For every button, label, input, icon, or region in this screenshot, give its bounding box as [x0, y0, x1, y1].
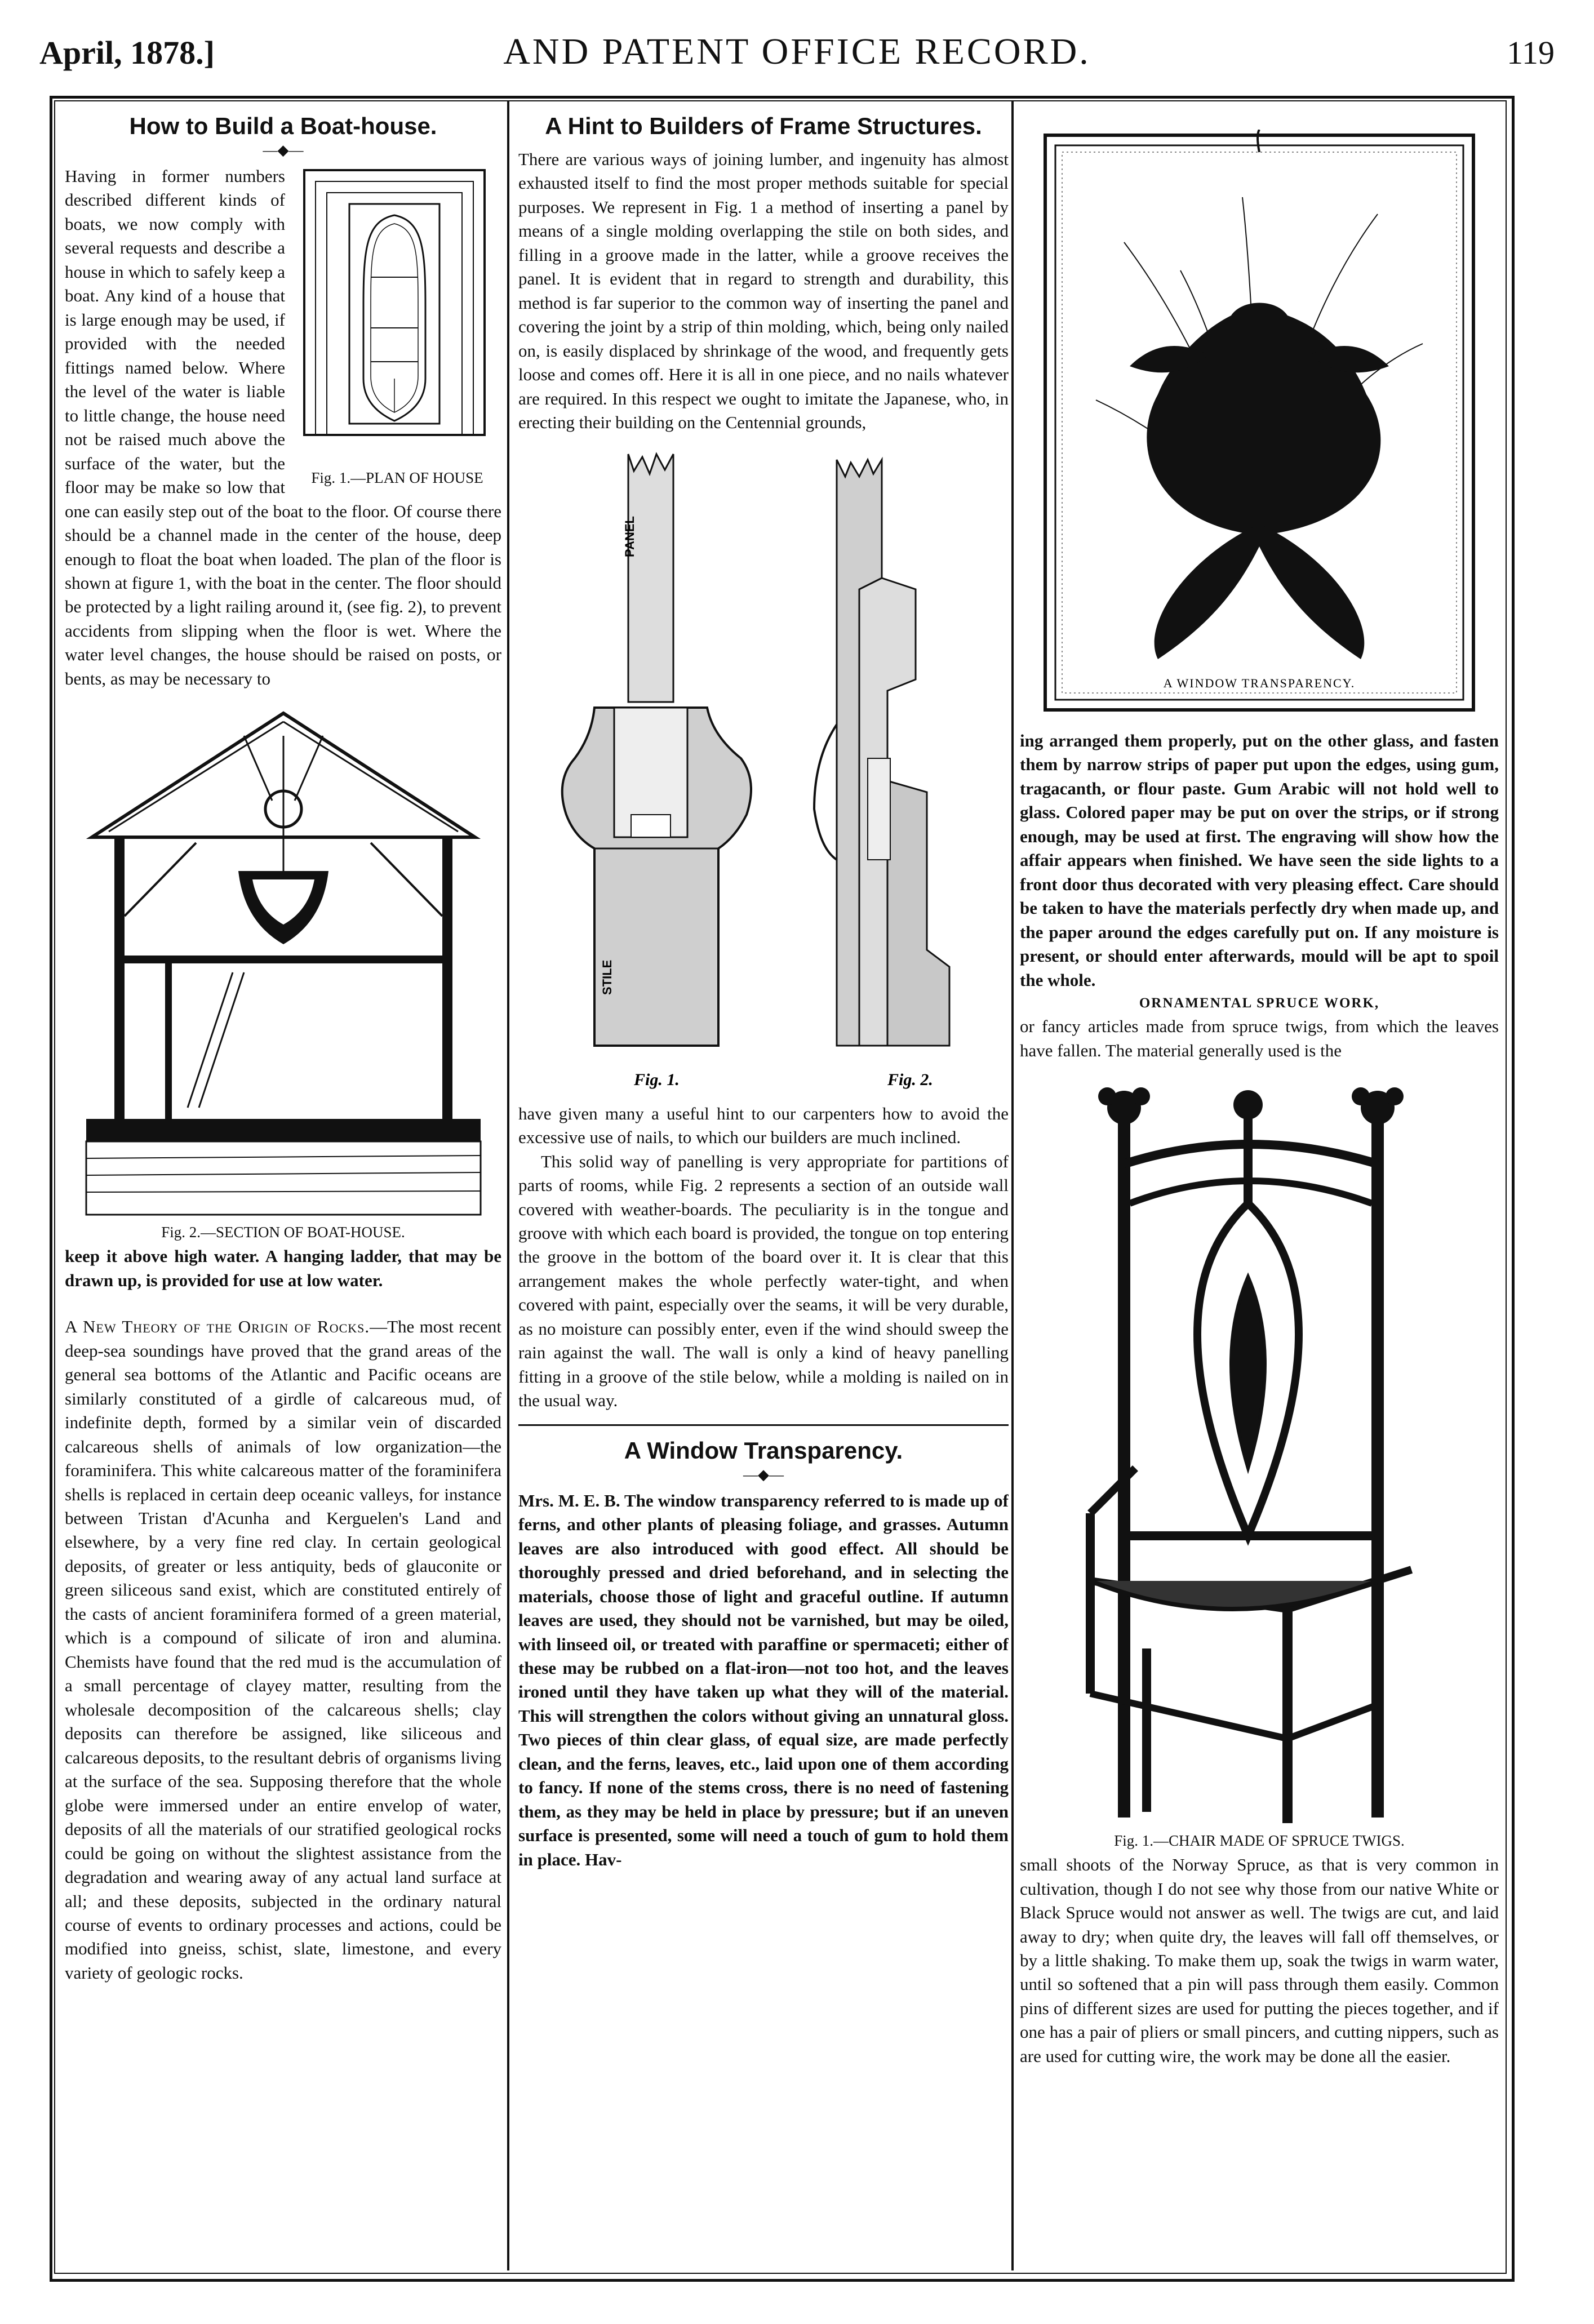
- page-header: [34, 17, 1560, 85]
- section-divider: [518, 1424, 1009, 1426]
- fig2-caption: Fig. 2.—SECTION OF BOAT-HOUSE.: [161, 1224, 405, 1241]
- fig1-label: Fig. 1.: [634, 1070, 680, 1089]
- spruce-paragraph-1: or fancy articles made from spruce twigs, from which the leaves have fallen. The material generally used is the: [1020, 1016, 1499, 1060]
- fig1-plan: [293, 165, 501, 490]
- window-text: Mrs. M. E. B. The window transparency referred to is made up of ferns, and other plants of pleasing foliage, and grasses. Autumn leaves are also introduced with good effect. All should be thoroughly pressed and dried beforehand, and in selecting the materials, choose those of light and graceful outline. If autumn leaves are used, they should not be varnished, but may be oiled, with linseed oil, or treated with paraffine or spermaceti; either of these may be rubbed on a flat-iron—not too hot, and the leaves ironed until they have taken up what they will of the material. This will strengthen the colors without giving an unnatural gloss. Two pieces of thin clear glass, of equal size, are made perfectly clean, and the ferns, leaves, etc., laid upon one of them according to fancy. If none of the stems cross, there is no need of fastening them, as they may be held in place by pressure; but if an uneven surface is presented, some will need a touch of gum to hold them in place. Hav-: [518, 1490, 1009, 1869]
- page-number: 119: [1507, 34, 1555, 71]
- boathouse-paragraph-2: keep it above high water. A hanging ladder, that may be drawn up, is provided for use at low water.: [65, 1246, 501, 1290]
- rocks-lead: A New Theory of the Origin of Rocks.: [65, 1317, 370, 1337]
- stile-label: STILE: [600, 959, 614, 995]
- column-hint-builders: [518, 113, 1009, 2259]
- title-ornament: —◆—: [263, 142, 304, 158]
- spruce-twig-chair-engraving: [1062, 1074, 1457, 1829]
- transparency-paragraph: ing arranged them properly, put on the other glass, and fasten them by narrow strips of paper put upon the edges, using gum, tragacanth, or flour paste. Gum Arabic will not hold well to glass. Colored paper may be put on over the strips, or if strong enough, may be used at first. The engraving will show how the affair appears when finished. We have seen the side lights to a front door thus decorated with very pleasing effect. Care should be taken to have the materials perfectly dry when made up, and the paper around the edges carefully put on. If any moisture is present, or should enter afterwards, mould will be apt to spoil the whole.: [1020, 731, 1499, 990]
- chair-caption: Fig. 1.—CHAIR MADE OF SPRUCE TWIGS.: [1114, 1832, 1405, 1850]
- fig2-section-drawing: [75, 702, 492, 1220]
- plan-of-house-drawing: [293, 165, 496, 463]
- hint-title: A Hint to Builders of Frame Structures.: [545, 113, 982, 139]
- issue-date: April, 1878.]: [39, 34, 215, 71]
- panel-stile-figures: [521, 443, 1006, 1102]
- boathouse-paragraph-1: Having in former numbers described different kinds of boats, we now comply with several requests and describe a house in which to safely keep a boat. Any kind of a house that is large enough may be used, if provided with the needed fittings named below. Where the level of the water is liable to little change, the house need not be raised much above the surface of the water, but the floor may be make so low that one can easily step out of the boat to the floor. Of course there should be a channel made in the center of the house, deep enough to float the boat when loaded. The plan of the floor is shown at figure 1, with the boat in the center. The floor should be protected by a light railing around it, (see fig. 2), to prevent accidents from slipping when the floor is wet. Where the water level changes, the house should be raised on posts, or bents, as may be necessary to: [65, 166, 501, 688]
- spruce-heading: ORNAMENTAL SPRUCE WORK,: [1139, 996, 1380, 1011]
- hint-paragraph-3: This solid way of panelling is very appropriate for partitions of parts of rooms, while Fig. 2 represents a section of an outside wall covered with weather-boards. The peculiarity is in the tongue and groove with which each board is provided, the tongue on top entering the groove in the bottom of the board over it. It is clear that this arrangement makes the whole perfectly water-tight, and when covered with paint, especially over the seams, it will be very durable, as no moisture can possibly enter, even if the wind should sweep the rain against the wall. The wall is only a kind of heavy panelling fitting in a groove of the stile below, while a molding is nailed on in the usual way.: [518, 1151, 1009, 1411]
- fig1-caption: Fig. 1.—PLAN OF HOUSE: [311, 469, 483, 486]
- column-boathouse: [65, 113, 501, 2259]
- column-rule-right: [1011, 101, 1014, 2270]
- rocks-text: —The most recent deep-sea soundings have proved that the grand areas of the general sea bottoms of the Atlantic and Pacific oceans are similarly constituted of a girdle of calcareous mud, of indefinite depth, formed by a similar vein of discarded calcareous shells of animals of low organization—the foraminifera. This white calcareous matter of the foraminifera shells is replaced in certain deep oceanic valleys, for instance between Tristan d'Acunha and Kerguelen's Land and elsewhere, by a very fine red clay. In certain geological deposits, of greater or less antiquity, beds of glauconite or green siliceous sand exist, which are constituted entirely of the casts of ancient foraminifera formed of a green material, which is a compound of silicate of iron and alumina. Chemists have found that the red mud is the accumulation of a small percentage of clayey matter, resulting from the wholesale decomposition of the calcareous shells; clay deposits can therefore be assigned, like siliceous and calcareous deposits, to the resultant debris of organisms living at the surface of the sea. Supposing therefore that the whole globe were immersed under an entire envelop of water, deposits of all the materials of our stratified geological rocks could be going on without the slightest assistance from the degradation and wearing away of any actual land surface at all; and these deposits, subjected in the ordinary natural course of events to ordinary processes and actions, could be modified into gneiss, schist, slate, limestone, and every variety of geologic rocks.: [65, 1317, 501, 1983]
- hint-paragraph-1: There are various ways of joining lumber, and ingenuity has almost exhausted itself to find the most proper methods suitable for special purposes. We represent in Fig. 1 a method of inserting a panel by means of a single molding overlapping the stile on both sides, and filling in a groove made in the latter, while a groove receives the panel. It is evident that in regard to strength and durability, this method is far superior to the common way of inserting the panel and covering the joint by a strip of thin molding, which, being only nailed on, is easily displaced by shrinkage of the wood, and frequently gets loose and comes off. Here it is all in one piece, and no nails whatever are required. In this respect we ought to imitate the Japanese, who, in erecting their building on the Centennial grounds,: [518, 149, 1009, 433]
- boathouse-title: How to Build a Boat-house.: [129, 113, 437, 139]
- title-ornament-2: —◆—: [743, 1466, 784, 1483]
- publication-title: AND PATENT OFFICE RECORD.: [503, 31, 1091, 72]
- rocks-article: [65, 1315, 501, 1985]
- panel-label: PANEL: [623, 516, 637, 557]
- fig2-label: Fig. 2.: [887, 1070, 933, 1089]
- column-rule-left: [507, 101, 509, 2270]
- window-title: A Window Transparency.: [624, 1437, 903, 1464]
- hint-paragraph-2: have given many a useful hint to our carpenters how to avoid the excessive use of nails, to which our builders are much inclined.: [518, 1103, 1009, 1148]
- spruce-paragraph-2: small shoots of the Norway Spruce, as that is very common in cultivation, though I do not see why those from our native White or Black Spruce would not answer as well. The twigs are cut, and laid away to dry; when quite dry, the leaves will fall off themselves, or by a little shaking. To make them up, soak the twigs in warm water, until so softened that a pin will pass through them easily. Common pins of different sizes are used for putting the pieces together, and if one has a pair of pliers or small pincers, and cutting nippers, such as are used for cutting wire, the work may be done all the easier.: [1020, 1855, 1499, 2066]
- column-transparency: [1020, 113, 1499, 2259]
- transparency-caption: A WINDOW TRANSPARENCY.: [1163, 676, 1356, 690]
- window-transparency-engraving: [1040, 130, 1479, 721]
